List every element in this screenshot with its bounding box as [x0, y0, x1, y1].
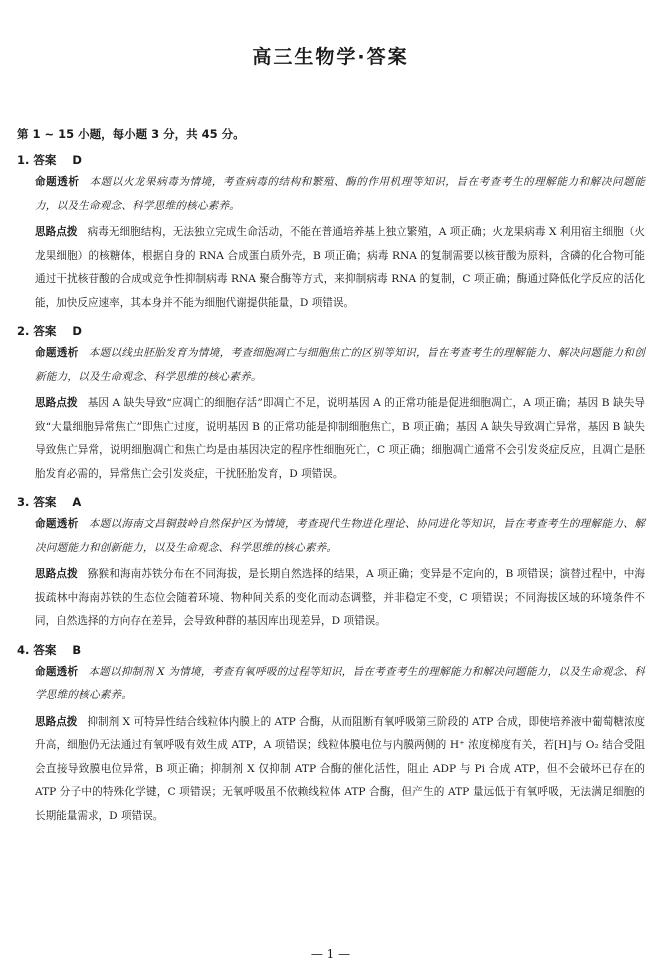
hint-text: 病毒无细胞结构，无法独立完成生命活动，不能在普通培养基上独立繁殖，A 项正确；火龙果病毒 X 利用宿主细胞（火龙果细胞）的核糖体，根据自身的 RNA 合成蛋白质外壳，B 项正确；病毒 RNA 的复制需要以核苷酸为原料，含磷的化合物可能通过干扰核苷酸的合成或竞争性抑制病毒 RNA 聚合酶等方式，来抑制病毒 RNA 的复制，C 项正确；酶通过降低化学反应的活化能，加快反应速率，其本身并不能为细胞代谢提供能量，D 项错误。	[35, 226, 646, 309]
answer-label: 答案	[33, 495, 57, 509]
hint-paragraph	[17, 392, 645, 486]
section-intro: 第 1 ~ 15 小题，每小题 3 分，共 45 分。	[17, 127, 245, 141]
answer-label: 答案	[33, 642, 57, 657]
hint-text: 抑制剂 X 可特异性结合线粒体内膜上的 ATP 合酶，从而阻断有氧呼吸第三阶段的 ATP 合成，即使培养液中葡萄糖浓度升高，细胞仍无法通过有氧呼吸有效生成 ATP，A 项错误；线粒体膜电位与内膜两侧的 H⁺ 浓度梯度有关，若[H]与 O₂ 结合受阻会直接导致膜电位异常，B 项正确；抑制剂 X 仅抑制 ATP 合酶的催化活性，阻止 ADP 与 Pi 合成 ATP，但不会破坏已存在的 ATP 分子中的特殊化学键，C 项错误；无氧呼吸虽不依赖线粒体 ATP 合酶，但产生的 ATP 量远低于有氧呼吸，无法满足细胞的长期能量需求，D 项错误。	[35, 715, 646, 822]
question-number: 4.	[17, 642, 30, 657]
answer-value: B	[72, 642, 82, 657]
hint-label: 思路点拨	[35, 568, 78, 580]
question-header	[17, 492, 645, 513]
hint-paragraph	[17, 563, 645, 634]
hint-label: 思路点拨	[35, 715, 78, 728]
question-number: 1.	[17, 153, 30, 167]
hint-label: 思路点拨	[35, 226, 78, 238]
question-item	[17, 321, 645, 486]
page-number: — 1 —	[310, 947, 351, 961]
analysis-label: 命题透析	[35, 347, 79, 359]
answer-value: D	[72, 324, 82, 338]
hint-text: 基因 A 缺失导致“应凋亡的细胞存活”即凋亡不足，说明基因 A 的正常功能是促进细胞凋亡，A 项正确；基因 B 缺失导致“大量细胞异常焦亡”即焦亡过度，说明基因 B 的正常功能是抑制细胞焦亡，B 项正确；基因 A 缺失导致凋亡异常，基因 B 缺失导致焦亡异常，说明细胞凋亡和焦亡均是由基因决定的程序性细胞死亡，C 项正确；细胞凋亡通常不会引发炎症反应，且凋亡是胚胎发育必需的，异常焦亡会引发炎症，干扰胚胎发育，D 项错误。	[35, 397, 645, 480]
page-title: 高三生物学·答案	[252, 46, 409, 68]
analysis-text: 本题以抑制剂 X 为情境，考查有氧呼吸的过程等知识，旨在考查考生的理解能力和解决问题能力，以及生命观念、科学思维的核心素养。	[35, 665, 645, 701]
question-item	[17, 150, 645, 315]
question-number: 2.	[17, 324, 30, 338]
question-list	[17, 150, 645, 834]
analysis-text: 本题以火龙果病毒为情境，考查病毒的结构和繁殖、酶的作用机理等知识，旨在考查考生的理解能力和解决问题能力，以及生命观念、科学思维的核心素养。	[35, 176, 645, 212]
hint-paragraph	[17, 711, 645, 829]
question-header	[17, 150, 645, 171]
question-header	[17, 640, 645, 661]
hint-text: 猕猴和海南苏铁分布在不同海拔，是长期自然选择的结果，A 项正确；变异是不定向的，B 项错误；演替过程中，中海拔疏林中海南苏铁的生态位会随着环境、物种间关系的变化而动态调整，并非稳定不变，C 项错误；不同海拔区域的环境条件不同，自然选择的方向存在差异，会导致种群的基因库出现差异，D 项错误。	[35, 568, 645, 627]
analysis-text: 本题以线虫胚胎发育为情境，考查细胞凋亡与细胞焦亡的区别等知识，旨在考查考生的理解能力、解决问题能力和创新能力，以及生命观念、科学思维的核心素养。	[35, 347, 645, 383]
analysis-paragraph	[17, 171, 645, 218]
analysis-label: 命题透析	[35, 176, 80, 188]
analysis-paragraph	[17, 342, 645, 389]
answer-value: D	[72, 153, 82, 167]
question-item	[17, 640, 645, 829]
hint-paragraph	[17, 221, 645, 315]
question-header	[17, 321, 645, 342]
analysis-text: 本题以海南文昌铜鼓岭自然保护区为情境，考查现代生物进化理论、协同进化等知识，旨在考查考生的理解能力、解决问题能力和创新能力，以及生命观念、科学思维的核心素养。	[35, 518, 645, 554]
hint-label: 思路点拨	[35, 397, 78, 409]
question-item	[17, 492, 645, 634]
analysis-label: 命题透析	[35, 665, 79, 678]
answer-label: 答案	[33, 324, 57, 338]
answer-label: 答案	[33, 153, 57, 167]
analysis-paragraph	[17, 661, 645, 708]
analysis-label: 命题透析	[35, 518, 79, 530]
answer-value: A	[72, 495, 82, 509]
analysis-paragraph	[17, 513, 645, 560]
question-number: 3.	[17, 495, 30, 509]
